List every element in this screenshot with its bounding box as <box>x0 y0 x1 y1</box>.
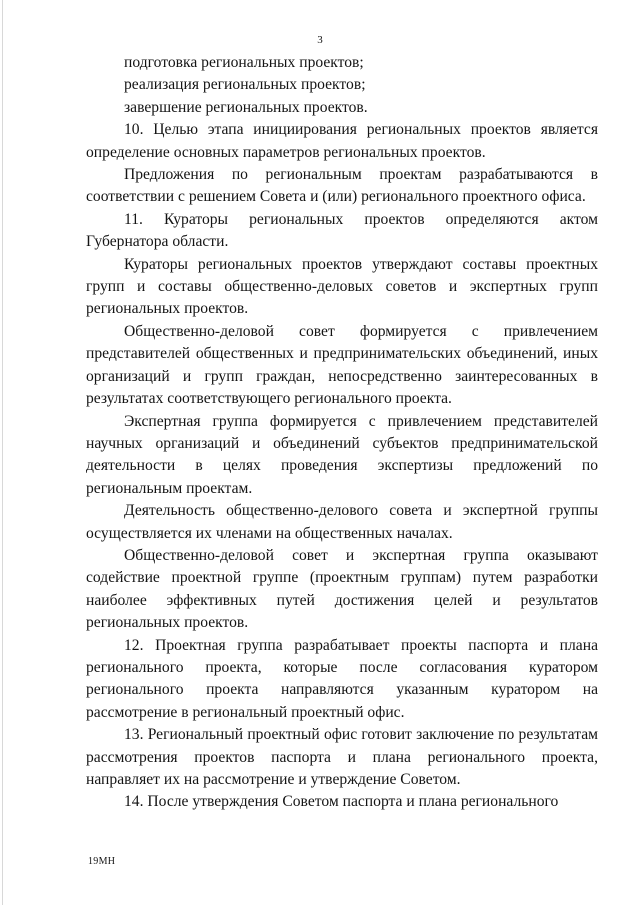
paragraph-list-item-3: завершение региональных проектов. <box>124 98 368 116</box>
document-body <box>86 52 598 814</box>
paragraph-list-item-2: реализация региональных проектов; <box>124 76 366 94</box>
paragraph-activity: Деятельность общественно-делового совета и экспертной группы осуществляется их членами на общественных началах. <box>86 502 598 542</box>
paragraph-curators: Кураторы региональных проектов утверждают составы проектных групп и составы общественно-деловых советов и экспертных групп региональных проектов. <box>86 255 598 318</box>
scan-edge-line <box>2 0 3 905</box>
paragraph-clause-12: 12. Проектная группа разрабатывает проекты паспорта и плана регионального проекта, которые после согласования куратором регионального проекта направляются указанным куратором на рассмотрение в региональный проектный офис. <box>86 636 598 721</box>
paragraph-clause-10: 10. Целью этапа инициирования региональных проектов является определение основных параметров региональных проектов. <box>86 121 598 161</box>
paragraph-list-item-1: подготовка региональных проектов; <box>124 54 364 71</box>
page-number: 3 <box>317 34 323 46</box>
paragraph-clause-13: 13. Региональный проектный офис готовит заключение по результатам рассмотрения проектов паспорта и плана регионального проекта, направляет их на рассмотрение и утверждение Советом. <box>86 726 598 788</box>
paragraph-proposals: Предложения по региональным проектам разрабатываются в соответствии с решением Совета и (или) регионального проектного офиса. <box>86 166 598 206</box>
document-code: 19МН <box>88 856 116 867</box>
paragraph-assistance: Общественно-деловой совет и экспертная группа оказывают содействие проектной группе (проектным группам) путем разработки наиболее эффективных путей достижения целей и результатов региональных проектов. <box>86 546 598 632</box>
paragraph-expert-group: Экспертная группа формируется с привлечением представителей научных организаций и объединений субъектов предпринимательской деятельности в целях проведения экспертизы предложений по региональным проектам. <box>86 412 598 497</box>
paragraph-clause-14: 14. После утверждения Советом паспорта и плана регионального <box>124 793 559 811</box>
paragraph-business-council: Общественно-деловой совет формируется с привлечением представителей общественных и предпринимательских объединений, иных организаций и групп граждан, непосредственно заинтересованных в результатах соответствующего регионального проекта. <box>86 322 598 408</box>
paragraph-clause-11: 11. Кураторы региональных проектов определяются актом Губернатора области. <box>86 210 598 251</box>
